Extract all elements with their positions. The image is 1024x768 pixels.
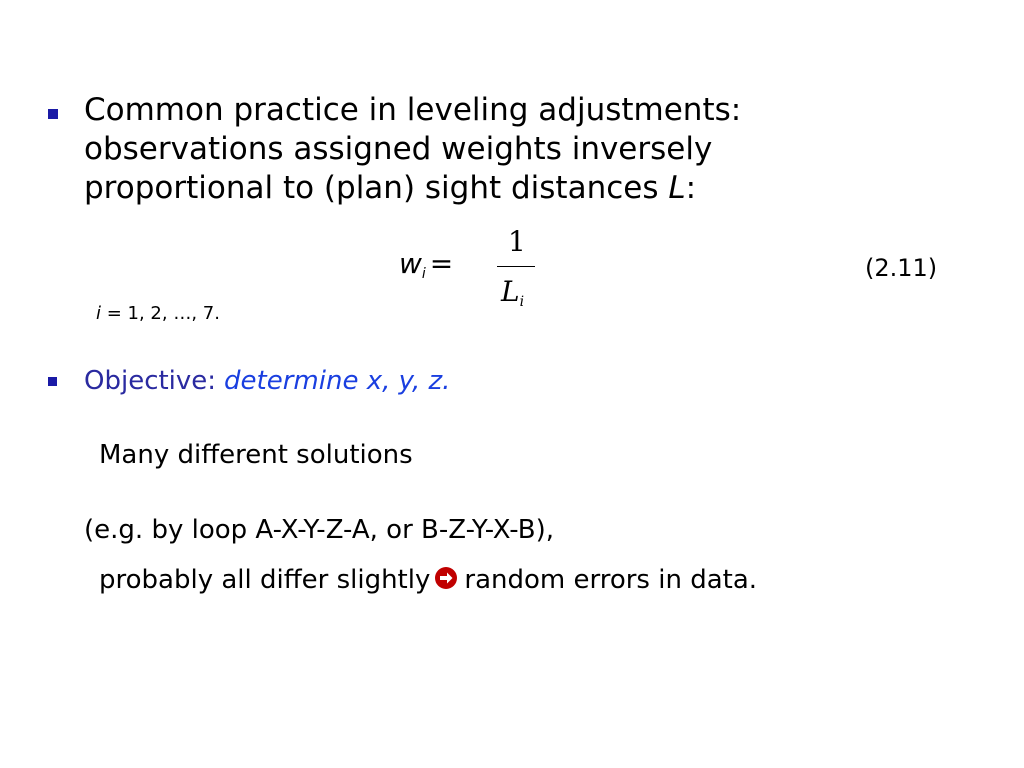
equation-denominator: $L_i$ (501, 275, 525, 310)
index-note: i = 1, 2, …, 7. (96, 303, 220, 324)
example-line: (e.g. by loop A-X-Y-Z-A, or B-Z-Y-X-B), (84, 515, 555, 545)
equation-numerator: 1 (508, 225, 526, 258)
square-bullet-icon (48, 377, 57, 386)
right-arrow-circle-icon (434, 566, 458, 590)
square-bullet-icon (48, 109, 58, 119)
bullet1-line2: observations assigned weights inversely (84, 131, 713, 167)
equation-lhs: $w_i$ = (399, 247, 454, 282)
fraction-bar (497, 266, 535, 267)
bullet1-line1: Common practice in leveling adjustments: (84, 92, 742, 128)
differ-line: probably all differ slightly random errors in data. (99, 565, 758, 595)
objective-line (84, 368, 450, 394)
objective-emphasis: determine x, y, z. (224, 366, 451, 396)
objective-label: Objective: (84, 366, 217, 396)
equation-number: (2.11) (865, 254, 938, 282)
var-L: L (668, 170, 686, 206)
bullet1-line3: proportional to (plan) sight distances L: (84, 170, 697, 206)
many-solutions-line: Many different solutions (99, 440, 413, 470)
